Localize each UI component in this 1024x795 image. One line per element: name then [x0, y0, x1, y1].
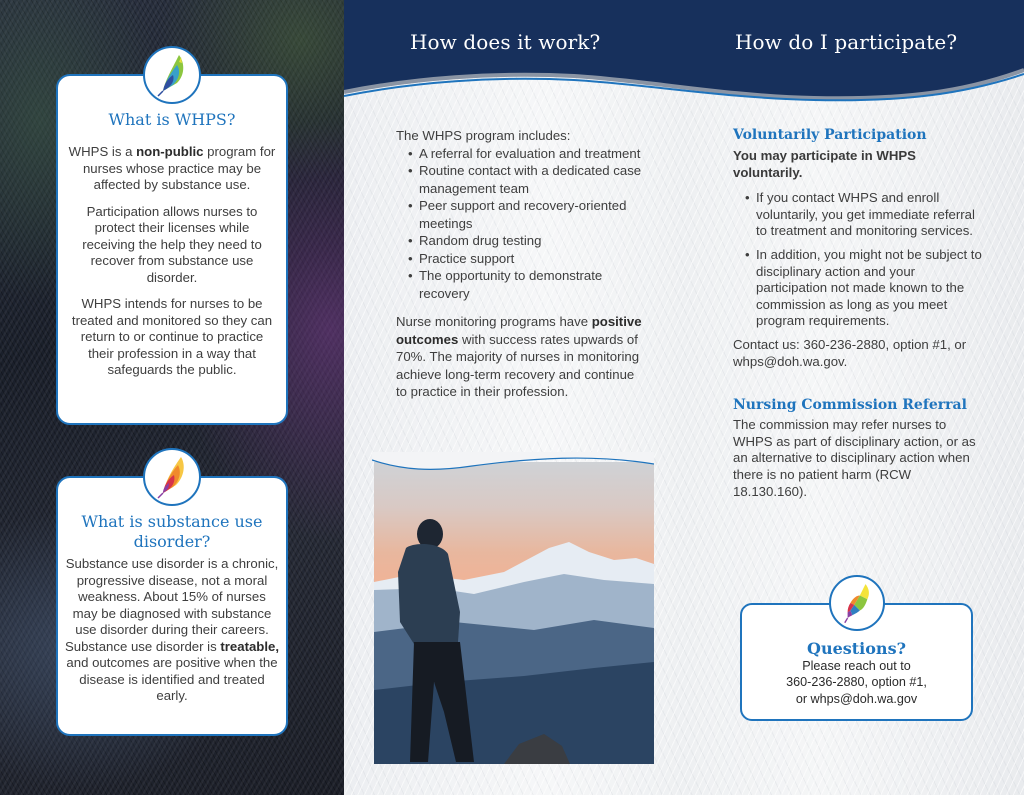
feather-warm-icon	[155, 455, 189, 499]
questions-card	[740, 603, 973, 721]
feather-badge	[829, 575, 885, 631]
what-is-sud-title: What is substance use disorder?	[81, 512, 263, 551]
feather-badge	[143, 46, 201, 104]
sud-paragraph: Substance use disorder is a chronic, progressive disease, not a moral weakness. About 15% of nurses may be diagnosed with substance use disorder during their careers. Substance use disorder is treatable, and outcomes are positive when the disease is identified and treated early.	[64, 556, 280, 703]
mountain-photo-frame	[372, 452, 654, 764]
voluntary-participation-title: Voluntarily Participation	[733, 127, 927, 143]
list-item: • Routine contact with a dedicated case management team	[408, 162, 646, 197]
how-does-it-work-heading: How does it work?	[410, 30, 601, 54]
commission-referral-title: Nursing Commission Referral	[733, 397, 967, 414]
how-it-works-column	[396, 127, 646, 401]
list-item: • The opportunity to demonstrate recovery	[408, 267, 646, 302]
commission-referral-text: The commission may refer nurses to WHPS as part of disciplinary action, or as an alternative to disciplinary action when there is no patient harm (RCW 18.130.160).	[733, 417, 976, 499]
list-item: • Peer support and recovery-oriented meetings	[408, 197, 646, 232]
feather-badge	[143, 448, 201, 506]
photo-wave-top	[372, 452, 654, 482]
questions-title: Questions?	[807, 639, 906, 658]
list-item: • Random drug testing	[408, 232, 646, 250]
list-item: • Practice support	[408, 250, 646, 268]
participate-column	[733, 126, 983, 500]
feather-rainbow-icon	[841, 582, 873, 624]
how-do-i-participate-heading: How do I participate?	[735, 30, 958, 54]
list-item: • A referral for evaluation and treatment	[408, 145, 646, 163]
voluntary-list	[745, 190, 983, 330]
what-is-sud-card	[56, 476, 288, 736]
questions-line-1: Please reach out to	[802, 659, 911, 673]
program-includes-list	[408, 145, 646, 303]
right-area	[344, 0, 1024, 795]
whps-paragraph-1: WHPS is a non-public program for nurses whose practice may be affected by substance use.	[68, 144, 276, 192]
program-intro: The WHPS program includes:	[396, 128, 571, 143]
feather-blue-green-icon	[155, 53, 189, 97]
list-item: • In addition, you might not be subject to disciplinary action and your participation not made known to the commission as long as you meet program requirements.	[745, 247, 983, 330]
commission-referral-section	[733, 396, 983, 500]
list-item: • If you contact WHPS and enroll voluntarily, you get immediate referral to treatment and monitoring services.	[745, 190, 983, 240]
voluntary-lead: You may participate in WHPS voluntarily.	[733, 148, 916, 180]
what-is-whps-card	[56, 74, 288, 425]
questions-phone: 360-236-2880, option #1,	[786, 675, 927, 690]
whps-paragraph-3: WHPS intends for nurses to be treated and monitored so they can return to or continue to practice their profession in a way that safeguards the public.	[71, 296, 273, 377]
contact-info: Contact us: 360-236-2880, option #1, or whps@doh.wa.gov.	[733, 336, 967, 369]
outcomes-paragraph: Nurse monitoring programs have positive outcomes with success rates upwards of 70%. The majority of nurses in monitoring achieve long-term recovery and continue to practice in their profession.	[396, 314, 642, 399]
whps-paragraph-2: Participation allows nurses to protect their licenses while receiving the help they need to recover from substance use disorder.	[82, 203, 262, 285]
left-panel-feather-background	[0, 0, 344, 795]
person-overlooking-mountain-photo	[374, 462, 654, 764]
what-is-whps-title: What is WHPS?	[108, 110, 236, 129]
questions-email: or whps@doh.wa.gov	[795, 691, 918, 706]
